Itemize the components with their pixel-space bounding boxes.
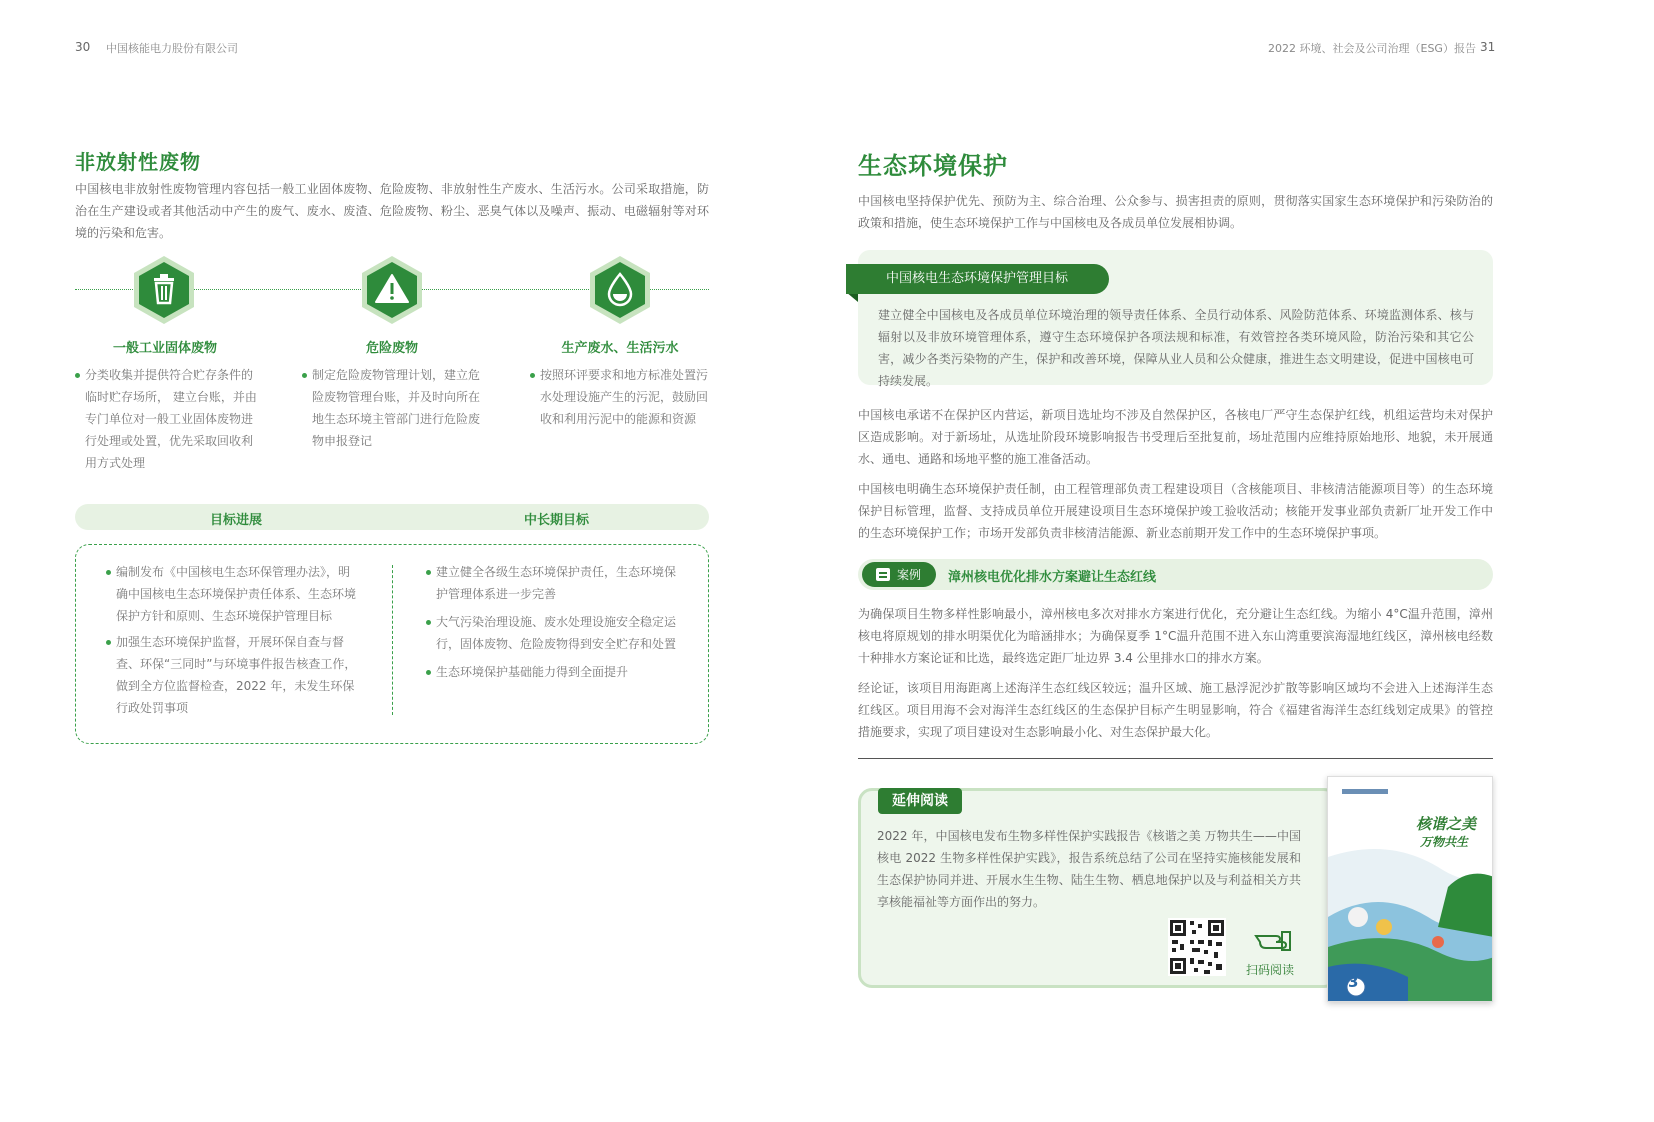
list-item: 编制发布《中国核电生态环保管理办法》，明确中国核电生态环境保护责任体系、生态环境保护方针和原则、生态环境保护管理目标 (106, 561, 361, 627)
category-desc-solid-waste (75, 364, 257, 474)
extended-reading-title: 延伸阅读 (878, 788, 962, 814)
left-intro: 中国核电非放射性废物管理内容包括一般工业固体废物、危险废物、非放射性生产废水、生活污水。公司采取措施，防治在生产建设或者其他活动中产生的废气、废水、废渣、危险废物、粉尘、恶臭气体以及噪声、振动、电磁辐射等对环境的污染和危害。 (75, 182, 709, 240)
right-paragraph-1: 中国核电承诺不在保护区内营运，新项目选址均不涉及自然保护区，各核电厂严守生态保护红线，机组运营均未对保护区造成影响。对于新场址，从选址阶段环境影响报告书受理后至批复前，场址范围内应维持原始地形、地貌，未开展通水、通电、通路和场地平整的施工准备活动。 (858, 408, 1493, 466)
category-icon-solid-waste (132, 254, 196, 326)
list-item: 按照环评要求和地方标准处置污水处理设施产生的污泥，鼓励回收和利用污泥中的能源和资源 (530, 364, 712, 430)
category-icon-wastewater (588, 254, 652, 326)
qr-code[interactable] (1168, 918, 1226, 976)
cover-title-line-1: 核谐之美 (1416, 815, 1477, 833)
case-paragraph-1: 为确保项目生物多样性影响最小，漳州核电多次对排水方案进行优化，充分避让生态红线。为缩小 4°C温升范围，漳州核电将原规划的排水明渠优化为暗涵排水；为确保夏季 1°C温升范围不进入东山湾重要滨海湿地红线区，漳州核电经数十种排水方案论证和比选，最终选定距厂址边界 3.4 公里排水口的排水方案。 (858, 607, 1493, 665)
right-page-number: 31 (1480, 40, 1496, 54)
category-title-hazardous: 危险废物 (365, 341, 418, 356)
hand-pointer-icon (1254, 928, 1292, 958)
progress-list (106, 561, 361, 719)
goals-divider (392, 565, 393, 715)
longterm-label: 中长期目标 (524, 513, 590, 528)
scan-to-read-label: 扫码阅读 (1246, 963, 1295, 977)
case-title: 漳州核电优化排水方案避让生态红线 (948, 570, 1157, 585)
right-section-title: 生态环境保护 (858, 152, 1008, 180)
longterm-list (426, 561, 681, 683)
left-page-number: 30 (75, 40, 91, 54)
list-item: 生态环境保护基础能力得到全面提升 (426, 661, 681, 683)
extended-reading-text: 2022 年，中国核电发布生物多样性保护实践报告《核谐之美 万物共生——中国核电 2022 生物多样性保护实践》，报告系统总结了公司在坚持实施核能发展和生态保护协同并进、开展水生生物、陆生生物、栖息地保护以及与利益相关方共享核能福祉等方面作出的努力。 (877, 829, 1301, 909)
category-desc-hazardous (302, 364, 484, 452)
biodiversity-report-cover[interactable] (1327, 776, 1493, 1002)
right-report-title: 2022 环境、社会及公司治理（ESG）报告 (1268, 42, 1476, 55)
right-paragraph-2: 中国核电明确生态环境保护责任制，由工程管理部负责工程建设项目（含核能项目、非核清洁能源项目等）的生态环境保护目标管理，监督、支持成员单位开展建设项目生态环境保护竣工验收活动；核能开发事业部负责新厂址开发工作中的生态环境保护工作；市场开发部负责非核清洁能源、新业态前期开发工作中的生态环境保护事项。 (858, 482, 1493, 540)
list-item: 分类收集并提供符合贮存条件的临时贮存场所， 建立台账，并由专门单位对一般工业固体废物进行处理或处置，优先采取回收利用方式处理 (75, 364, 257, 474)
list-item: 建立健全各级生态环境保护责任，生态环境保护管理体系进一步完善 (426, 561, 681, 605)
list-item: 制定危险废物管理计划，建立危险废物管理台账，并及时向所在地生态环境主管部门进行危险废物申报登记 (302, 364, 484, 452)
case-folder-icon (875, 567, 891, 582)
cover-logo-badge: 3 (1348, 973, 1359, 991)
goals-header-bar (75, 504, 709, 530)
case-paragraph-2: 经论证，该项目用海距离上述海洋生态红线区较远；温升区域、施工悬浮泥沙扩散等影响区域均不会进入上述海洋生态红线区。项目用海不会对海洋生态红线区的生态保护目标产生明显影响，符合《福建省海洋生态红线划定成果》的管控措施要求，实现了项目建设对生态影响最小化、对生态保护最大化。 (858, 681, 1493, 739)
cover-title-line-2: 万物共生 (1420, 835, 1469, 849)
target-text: 建立健全中国核电及各成员单位环境治理的领导责任体系、全员行动体系、风险防范体系、环境监测体系、核与辐射以及非放环境管理体系，遵守生态环境保护各项法规和标准，有效管控各类环境风险，防治污染和其它公害，减少各类污染物的产生，保护和改善环境，保障从业人员和公众健康，推进生态文明建设，促进中国核电可持续发展。 (878, 308, 1474, 388)
nuclear-plant-aerial-photo (0, 690, 784, 1122)
case-label: 案例 (897, 568, 922, 582)
list-item: 大气污染治理设施、废水处理设施安全稳定运行，固体废物、危险废物得到安全贮存和处置 (426, 611, 681, 655)
category-icon-hazardous (360, 254, 424, 326)
trash-bin-icon (132, 254, 196, 326)
category-title-wastewater: 生产废水、生活污水 (561, 341, 679, 356)
left-company-name: 中国核能电力股份有限公司 (106, 42, 238, 55)
water-drop-icon (588, 254, 652, 326)
category-desc-wastewater (530, 364, 712, 430)
list-item: 加强生态环境保护监督，开展环保自查与督查、环保“三同时”与环境事件报告核查工作，做到全方位监督检查，2022 年，未发生环保行政处罚事项 (106, 631, 361, 719)
goals-box (75, 544, 709, 744)
section-divider (858, 758, 1493, 759)
category-title-solid-waste: 一般工业固体废物 (112, 341, 217, 356)
progress-label: 目标进展 (210, 513, 263, 528)
target-title: 中国核电生态环境保护管理目标 (846, 264, 1109, 294)
left-section-title: 非放射性废物 (75, 150, 201, 174)
right-intro: 中国核电坚持保护优先、预防为主、综合治理、公众参与、损害担责的原则，贯彻落实国家生态环境保护和污染防治的政策和措施，使生态环境保护工作与中国核电及各成员单位发展相协调。 (858, 194, 1493, 230)
warning-triangle-icon (360, 254, 424, 326)
case-badge (862, 562, 936, 587)
